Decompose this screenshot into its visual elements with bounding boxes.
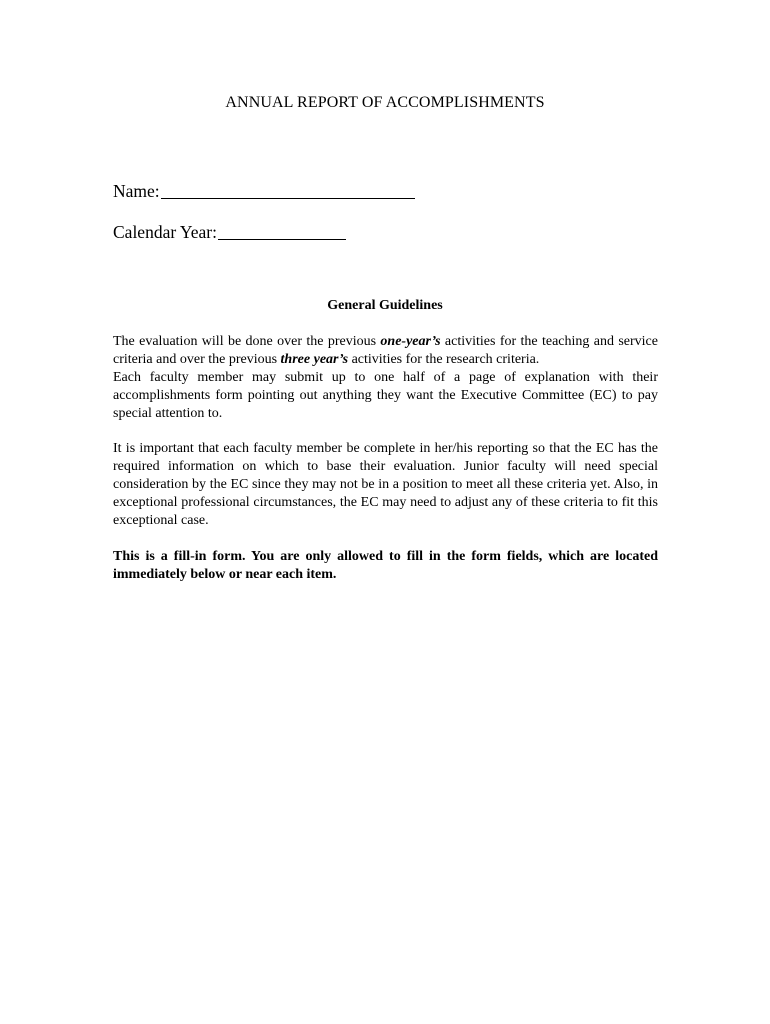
name-label: Name:: [113, 181, 160, 201]
guidelines-paragraph-1: [113, 333, 658, 423]
name-field[interactable]: [161, 180, 415, 199]
guidelines-paragraph-2-text: It is important that each faculty member be complete in her/his reporting so that the EC has the required information on which to base their evaluation. Junior faculty will need special consideration by the EC since they may not be in a position to meet all these criteria yet. Also, in exceptional professional circumstances, the EC may need to adjust any of these criteria to fit this exceptional case.: [113, 441, 658, 528]
fill-in-notice-text: This is a fill-in form. You are only allowed to fill in the form fields, which are located immediately below or near each item.: [113, 549, 658, 582]
text-fragment: activities for the teaching and service criteria and over the previous: [113, 334, 658, 367]
guidelines-heading: General Guidelines: [327, 298, 443, 313]
calendar-year-field-row: [113, 221, 346, 243]
emphasis-one-year: one-year’s: [380, 334, 441, 349]
guidelines-paragraph-2: [113, 440, 658, 530]
text-fragment: activities for the research criteria.: [348, 352, 540, 367]
name-field-row: [113, 180, 415, 202]
guidelines-sentence-1: [113, 333, 658, 369]
guidelines-sentence-2: Each faculty member may submit up to one half of a page of explanation with their accomplishments form pointing out anything they want the Executive Committee (EC) to pay special attention to.: [113, 370, 658, 421]
calendar-year-label: Calendar Year:: [113, 222, 218, 242]
emphasis-three-year: three year’s: [280, 352, 349, 367]
fill-in-notice: [113, 548, 658, 584]
document-title: ANNUAL REPORT OF ACCOMPLISHMENTS: [225, 94, 545, 111]
text-fragment: The evaluation will be done over the previous: [113, 334, 381, 349]
calendar-year-field[interactable]: [218, 221, 346, 240]
